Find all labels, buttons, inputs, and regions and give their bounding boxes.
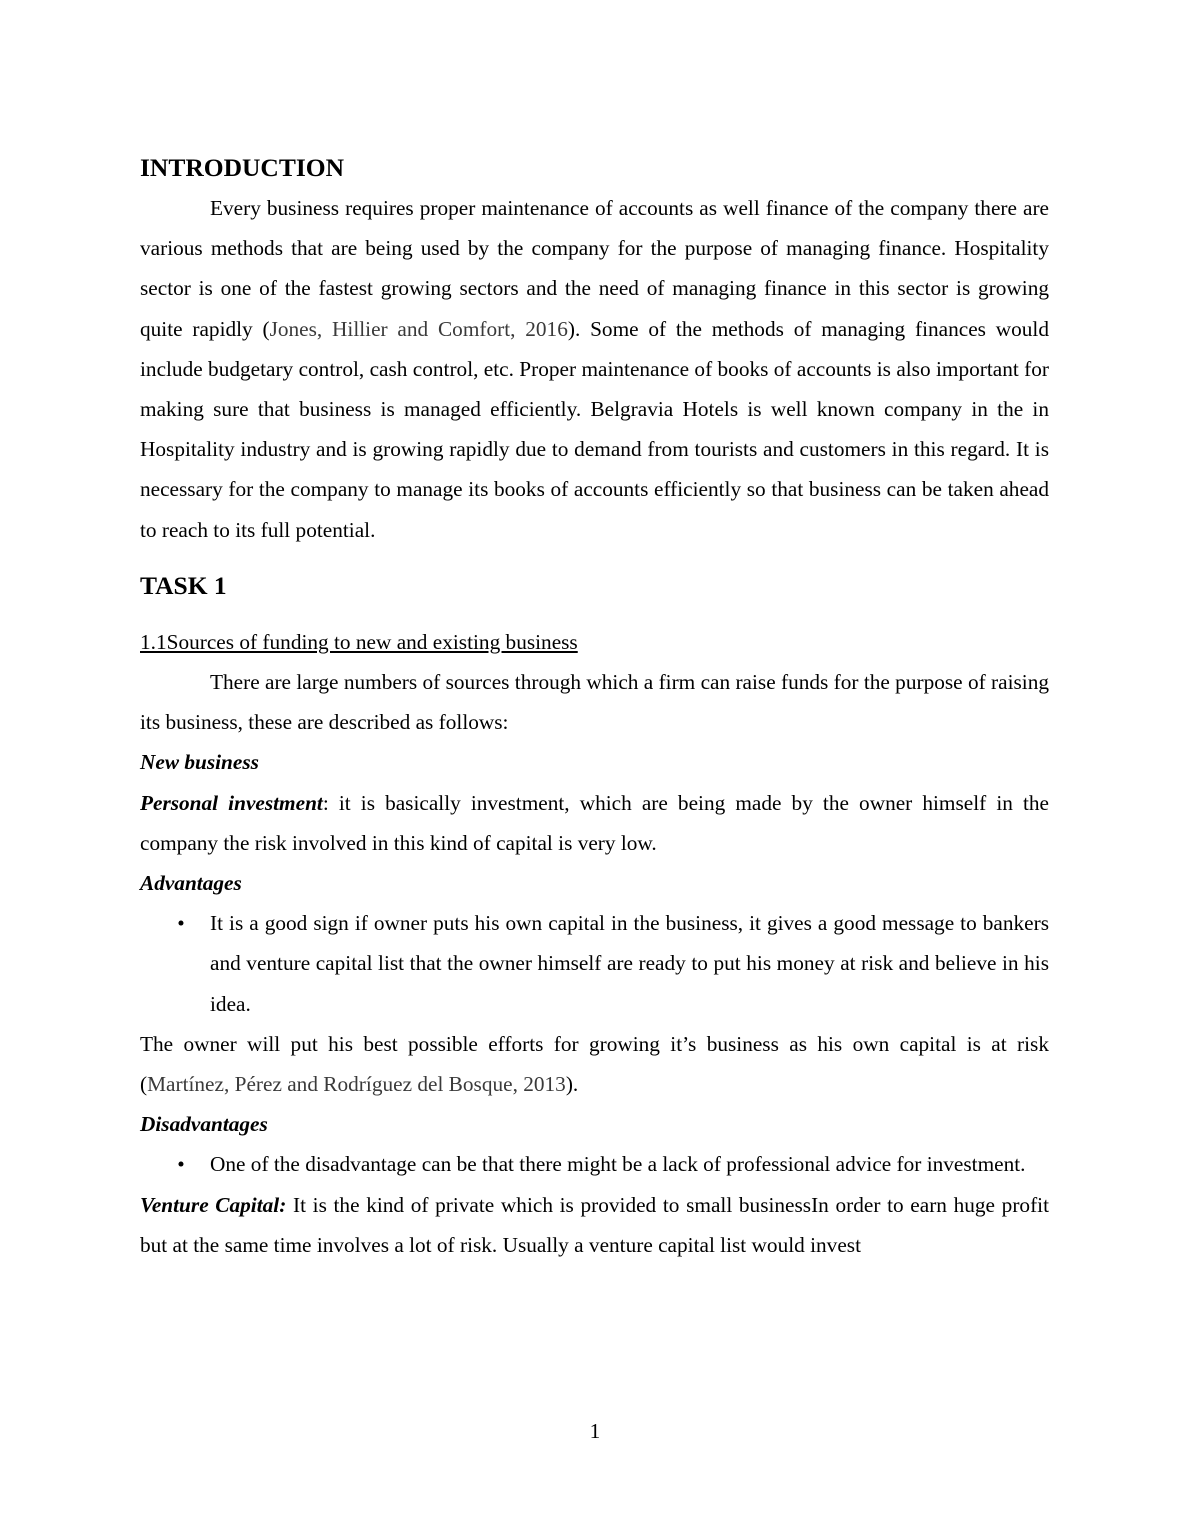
disadvantages-heading: Disadvantages [140,1112,268,1137]
advantages-list [140,903,1049,1024]
introduction-heading: INTRODUCTION [140,153,345,182]
owner-effort-paragraph [140,1024,1049,1104]
disadvantages-list [140,1144,1049,1184]
intro-text-part2: ). Some of the methods of managing finances would include budgetary control, cash control, etc. Proper maintenance of books of accounts is also important for making sure that business is managed efficiently. Belgravia Hotels is well known company in the in Hospitality industry and is growing rapidly due to demand from tourists and customers in this regard. It is necessary for the company to manage its books of accounts efficiently so that business can be taken ahead to reach to its full potential. [140,316,1049,542]
introduction-paragraph [140,188,1049,550]
advantages-heading: Advantages [140,871,242,896]
section-subheading: 1.1Sources of funding to new and existing business [140,629,578,654]
venture-capital-paragraph [140,1185,1049,1265]
personal-investment-text: : it is basically investment, which are being made by the owner himself in the company the risk involved in this kind of capital is very low. [140,790,1049,855]
task-heading: TASK 1 [140,570,227,600]
sources-intro-paragraph: There are large numbers of sources through which a firm can raise funds for the purpose of raising its business, these are described as follows: [140,670,1049,735]
owner-effort-text: The owner will put his best possible efforts for growing it’s business as his own capital is at risk ( [140,1031,1049,1097]
owner-effort-citation: Martínez, Pérez and Rodríguez del Bosque, 2013 [147,1072,566,1097]
personal-investment-label: Personal investment [140,790,323,815]
advantage-text: It is a good sign if owner puts his own capital in the business, it gives a good message to bankers and venture capital list that the owner himself are ready to put his money at risk and believe in his idea. [210,911,1049,1016]
bullet-icon: • [177,1152,185,1177]
disadvantage-text: One of the disadvantage can be that there might be a lack of professional advice for investment. [210,1152,1026,1177]
page-number: 1 [589,1419,601,1443]
intro-text-part1: Every business requires proper maintenance of accounts as well finance of the company there are various methods that are being used by the company for the purpose of managing finance. Hospitality sector is one of the fastest growing sectors and the need of managing finance in this sector is growing quite rapidly ( [140,196,1049,341]
list-item [177,1144,1049,1184]
owner-effort-end: ). [565,1072,579,1097]
venture-capital-label: Venture Capital: [140,1192,287,1217]
intro-citation: Jones, Hillier and Comfort, 2016 [269,316,568,341]
list-item [177,903,1049,1024]
new-business-heading: New business [140,750,259,775]
personal-investment-paragraph [140,783,1049,863]
page-content [140,150,1049,1265]
bullet-icon: • [177,911,185,936]
venture-capital-text: It is the kind of private which is provided to small businessIn order to earn huge profit but at the same time involves a lot of risk. Usually a venture capital list would invest [140,1192,1049,1257]
